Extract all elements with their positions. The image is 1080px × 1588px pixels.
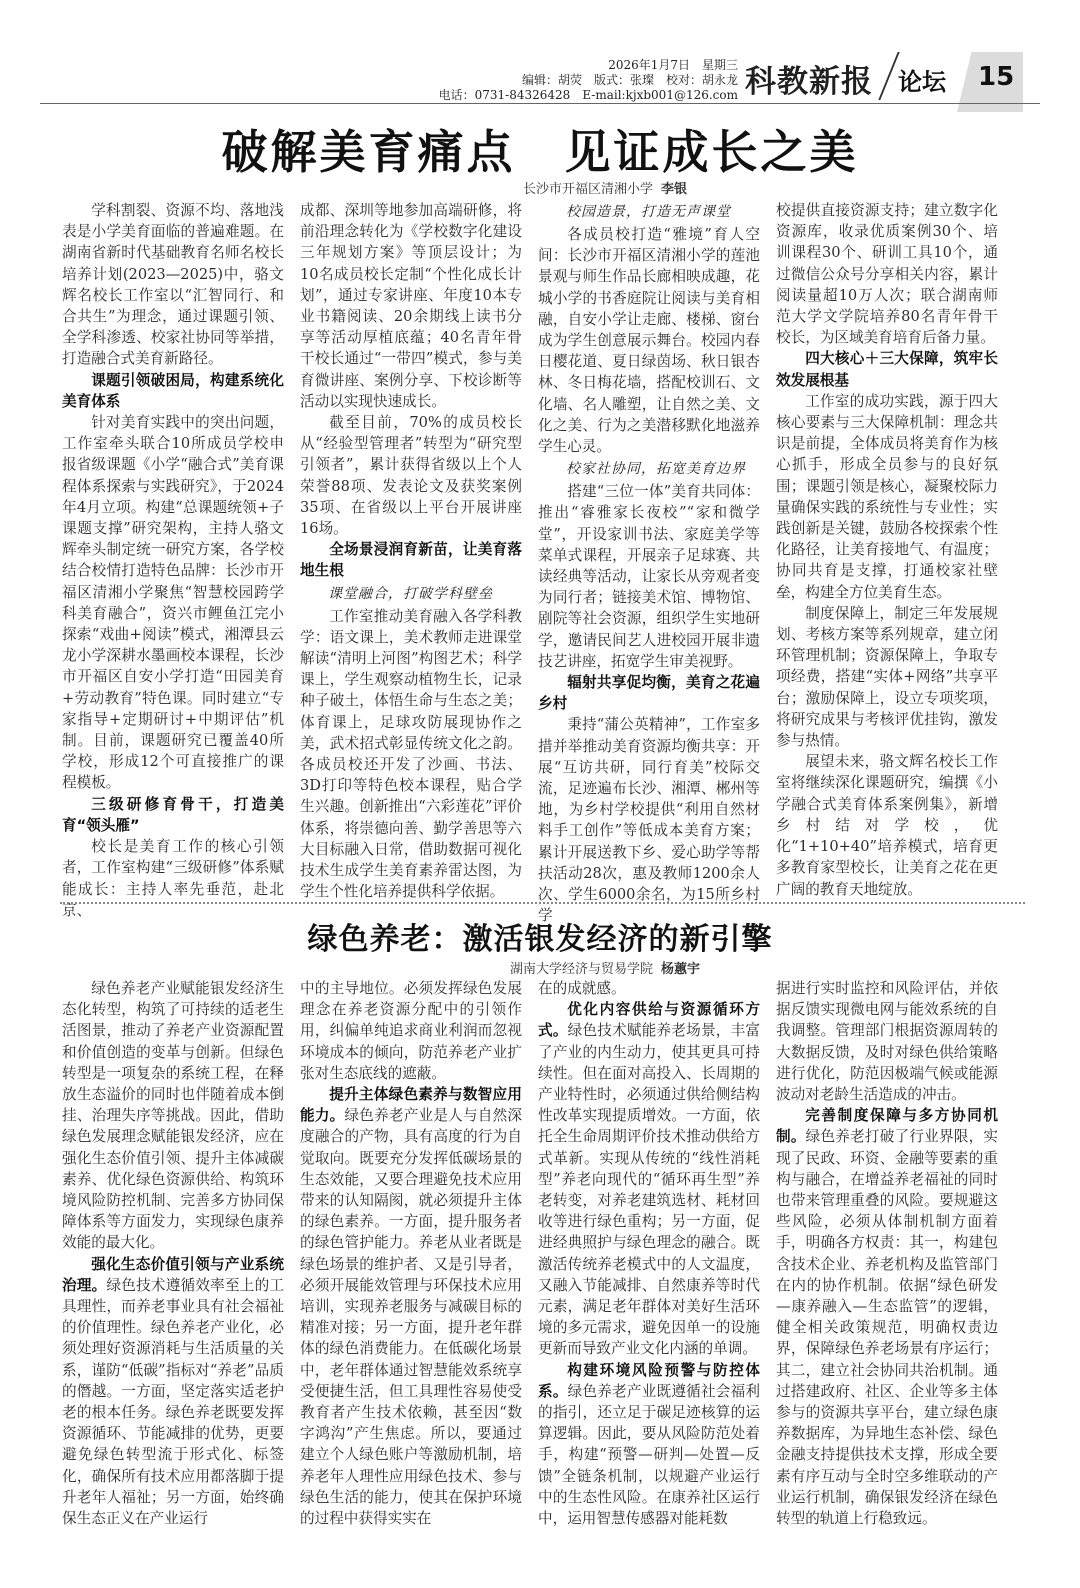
paragraph: 针对美育实践中的突出问题，工作室牵头联合10所成员学校申报省级课题《小学“融合式”美育课程体系探索与实践研究》，于2024年4月立项。构建“总课题统领+子课题支撑”研究架构，主持人骆文辉牵头制定统一研究方案，各学校结合校情打造特色品牌：长沙市开福区清湘小学聚焦“智慧校园跨学科美育融合”，资兴市鲤鱼江完小探索“戏曲+阅读”模式，湘潭县云龙小学深耕水墨画校本课程，长沙市开福区自安小学打造“田园美育+劳动教育”特色课。同时建立“专家指导+定期研讨+中期评估”机制。目前，课题研究已覆盖40所学校，形成12个可直接推广的课程模板。 [62, 414, 284, 792]
byline-org: 长沙市开福区清湘小学 [522, 182, 653, 197]
article-1-title: 破解美育痛点 见证成长之美 [221, 125, 859, 179]
sub-heading: 校家社协同，拓宽美育边界 [566, 461, 746, 478]
byline-author: 李银 [661, 182, 688, 197]
paragraph-body: 绿色技术遵循效率至上的工具理性，而养老事业具有社会福祉的价值理性。绿色养老产业化，必须处理好资源消耗与生活质量的关系，谨防“低碳”指标对“养老”品质的僭越。一方面，坚定落实适老护老的根本任务。绿色养老既要发挥资源循环、节能减排的优势，更要避免绿色转型流于形式化、标签化，确保所有技术应用都落脚于提升老年人福祉；另一方面，始终确保生态正义在产业运行 [62, 1276, 284, 1528]
section-heading: 课题引领破困局，构建系统化美育体系 [62, 371, 284, 410]
paragraph: 在的成就感。 [538, 980, 626, 997]
paragraph: 学科割裂、资源不均、落地浅表是小学美育面临的普遍难题。在湖南省新时代基础教育名师名校长培养计划(2023—2025)中，骆文辉名校长工作室以“汇智同行、和合共生”为理念，通过课题引领、全学科渗透、校家社协同等举措，打造融合式美育新路径。 [62, 202, 284, 368]
paragraph: 工作室推动美育融入各学科教学：语文课上，美术教师走进课堂解读“清明上河图”构图艺术；科学课上，学生观察动植物生长，记录种子破土，体悟生命与生态之美；体育课上，足球攻防展现协作之美，武术招式彰显传统文化之韵。各成员校还开发了沙画、书法、3D打印等特色校本课程，贴合学生兴趣。创新推出“六彩莲花”评价体系，将崇德向善、勤学善思等六大目标融入日常，借助数据可视化技术生成学生美育素养雷达图，为学生个性化培养提供科学依据。 [300, 607, 522, 901]
paragraph-body: 绿色技术赋能养老场景，丰富了产业的内生动力，使其更具可持续性。但在面对高投入、长周期的产业特性时，必须通过供给侧结构性改革实现提质增效。一方面，依托全生命周期评价技术推动供给方式革新。实现从传统的“线性消耗型”养老向现代的“循环再生型”养老转变，对养老建筑选材、耗材回收等进行绿色重构；另一方面，促进经典照护与绿色理念的融合。既激活传统养老模式中的人文温度，又融入节能减排、自然康养等时代元素，满足老年群体对美好生活环境的多元需求，避免因单一的设施更新而导致产业文化内涵的单调。 [538, 1022, 760, 1358]
paragraph [538, 999, 760, 1359]
masthead-rule [40, 103, 1040, 104]
paragraph [300, 1084, 522, 1529]
paragraph: 校提供直接资源支持；建立数字化资源库，收录优质案例30个、培训课程30个、研训工具10个，通过微信公众号分享相关内容，累计阅读量超10万人次；联合湖南师范大学文学院培养80名青年骨干校长，为区域美育培育后备力量。 [776, 202, 998, 347]
paragraph: 截至目前，70%的成员校长从“经验型管理者”转型为“研究型引领者”，累计获得省级以上个人荣誉88项、发表论文及获奖案例35项、在省级以上平台开展讲座16场。 [300, 414, 522, 538]
slash-divider-icon [878, 52, 899, 100]
article-2-column-2 [300, 978, 522, 1529]
paragraph: 据进行实时监控和风险评估，并依据反馈实现微电网与能效系统的自我调整。管理部门根据资源周转的大数据反馈，及时对绿色供给策略进行优化，防范因极端气候或能源波动对老龄生活造成的冲击。 [776, 980, 998, 1104]
article-divider [60, 902, 1025, 904]
paragraph: 成都、深圳等地参加高端研修，将前沿理念转化为《学校数字化建设三年规划方案》等顶层设计；为10名成员校长定制“个性化成长计划”，通过专家讲座、年度10本专业书籍阅读、20余期线上读书分享等活动厚植底蕴；40名青年骨干校长通过“一带四”模式，参与美育微讲座、案例分享、下校诊断等活动以实现快速成长。 [300, 202, 522, 410]
sub-heading: 校园造景，打造无声课堂 [566, 204, 731, 220]
paragraph: 展望未来，骆文辉名校长工作室将继续深化课题研究，编撰《小学融合式美育体系案例集》，新增乡村结对学校，优化“1+10+40”培养模式，培育更多教育家型校长，让美育之花在更广阔的教育天地绽放。 [776, 753, 998, 898]
paragraph: 各成员校打造“雅境”育人空间：长沙市开福区清湘小学的莲池景观与师生作品长廊相映成趣，花城小学的书香庭院让阅读与美育相融，自安小学让走廊、楼梯、窗台成为学生创意展示舞台。校园内春日樱花道、夏日绿茵场、秋日银杏林、冬日梅花墙，搭配校训石、文化墙、名人雕塑，让自然之美、文化之美、行为之美潜移默化地滋养学生心灵。 [538, 226, 760, 456]
section-heading: 全场景浸润育新苗，让美育落地生根 [300, 541, 522, 580]
paragraph: 校长是美育工作的核心引领者，工作室构建“三级研修”体系赋能成长：主持人率先垂范，赴北京、 [62, 838, 284, 919]
lead-heading: 强化生态价值引领与产业系统治理。 [62, 1255, 284, 1294]
issue-date: 2026年1月7日 星期三 [608, 58, 738, 72]
paragraph: 中的主导地位。必须发挥绿色发展理念在养老资源分配中的引领作用，纠偏单纯追求商业利润而忽视环境成本的倾向，防范养老产业扩张对生态底线的遮蔽。 [300, 980, 522, 1082]
section-heading: 辐射共享促均衡，美育之花遍乡村 [538, 674, 760, 713]
paragraph: 绿色养老产业赋能银发经济生态化转型，构筑了可持续的适老生活图景，推动了养老产业资源配置和价值创造的变革与创新。但绿色转型是一项复杂的系统工程，在释放生态溢价的同时也伴随着成本倒挂、治理失序等挑战。因此，借助绿色发展理念赋能银发经济，应在强化生态价值引领、提升主体减碳素养、优化绿色资源供给、构筑环境风险防控机制、完善多方协同保障体系等方面发力，实现绿色康养效能的最大化。 [62, 980, 284, 1252]
article-1-byline [0, 178, 1080, 197]
masthead [0, 0, 1080, 110]
article-2-column-4 [776, 978, 998, 1529]
paragraph [538, 1360, 760, 1530]
paragraph: 制度保障上，制定三年发展规划、考核方案等系列规章，建立闭环管理机制；资源保障上，争取专项经费，搭建“实体+网络”共享平台；激励保障上，设立专项奖项，将研究成果与考核评优挂钩，激发参与热情。 [776, 604, 998, 750]
lead-heading: 优化内容供给与资源循环方式。 [538, 1001, 760, 1040]
lead-heading: 构建环境风险预警与防控体系。 [538, 1361, 760, 1400]
article-2-column-3 [538, 978, 760, 1529]
paragraph: 工作室的成功实践，源于四大核心要素与三大保障机制：理念共识是前提，全体成员将美育作为核心抓手，形成全员参与的良好氛围；课题引领是核心，凝聚校际力量确保实践的系统性与专业性；实践创新是关键，鼓励各校探索个性化路径，让美育接地气、有温度；协同共育是支撑，打通校家社壁垒，构建全方位美育生态。 [776, 392, 998, 601]
page-number: 15 [978, 62, 1015, 92]
paper-name-logo: 科教新报 [745, 64, 873, 100]
article-2-byline [0, 958, 1080, 977]
byline-author: 杨蕙宇 [661, 962, 701, 977]
paragraph [776, 1105, 998, 1529]
paragraph-body: 绿色养老产业既遵循社会福利的指引，还立足于碳足迹核算的运算逻辑。因此，要从风险防范处着手，构建“预警—研判—处置—反馈”全链条机制，以规避产业运行中的生态性风险。在康养社区运行中，运用智慧传感器对能耗数 [538, 1382, 760, 1528]
section-heading: 三级研修育骨干，打造美育“领头雁” [62, 795, 284, 834]
article-2-column-1 [62, 978, 284, 1529]
contact-info: 电话：0731-84326428 E-mail:kjxb001@126.com [438, 88, 738, 102]
sub-heading: 课堂融合，打破学科壁垒 [328, 585, 493, 602]
staff-credits: 编辑：胡荧 版式：张璨 校对：胡永龙 [521, 73, 738, 87]
article-2-title: 绿色养老：激活银发经济的新引擎 [307, 922, 773, 957]
section-heading: 四大核心＋三大保障，筑牢长效发展根基 [776, 350, 998, 389]
lead-heading: 提升主体绿色素养与数智应用能力。 [300, 1086, 522, 1125]
masthead-meta [439, 58, 738, 103]
paragraph [62, 1254, 284, 1530]
article-1-column-1 [62, 200, 284, 921]
lead-heading: 完善制度保障与多方协同机制。 [776, 1107, 998, 1146]
paragraph: 搭建“三位一体”美育共同体：推出“睿雅家长夜校”“家和微学堂”，开设家训书法、家庭美学等菜单式课程，开展亲子足球赛、共读经典等活动，让家长从旁观者变为同行者；链接美术馆、博物馆、剧院等社会资源，组织学生实地研学，邀请民间艺人进校园开展非遗技艺讲座，拓宽学生审美视野。 [538, 483, 760, 670]
article-1-column-4 [776, 200, 998, 900]
byline-org: 湖南大学经济与贸易学院 [509, 962, 653, 977]
article-1-column-2 [300, 200, 522, 903]
paragraph-body: 绿色养老打破了行业界限，实现了民政、环资、金融等要素的重构与融合，在增益养老福祉的同时也带来管理重叠的风险。要规避这些风险，必须从体制机制方面着手，明确各方权责：其一，构建包含技术企业、养老机构及监管部门在内的协作机制。依据“绿色研发—康养融入—生态监管”的逻辑，健全相关政策规范，明确权责边界，保障绿色养老场景有序运行；其二，建立社会协同共治机制。通过搭建政府、社区、企业等多主体参与的资源共享平台，建立绿色康养数据库，为异地生态补偿、绿色金融支持提供技术支撑，形成全要素有序互动与全时空多维联动的产业运行机制，确保银发经济在绿色转型的轨道上行稳致远。 [776, 1128, 998, 1528]
article-1-column-3 [538, 200, 760, 927]
section-name: 论坛 [898, 68, 946, 96]
paragraph-body: 绿色养老产业是人与自然深度融合的产物，具有高度的行为自觉取向。既要充分发挥低碳场景的生态效能，又要合理避免技术应用带来的认知隔阂，就必须提升主体的绿色素养。一方面，提升服务者的绿色管护能力。养老从业者既是绿色场景的维护者、又是引导者，必须开展能效管理与环保技术应用培训，实现养老服务与减碳目标的精准对接；另一方面，提升老年群体的绿色消费能力。在低碳化场景中，老年群体通过智慧能效系统享受便捷生活，但工具理性容易使受教育者产生技术依赖，甚至因“数字鸿沟”产生焦虑。所以，要通过建立个人绿色账户等激励机制，培养老年人理性应用绿色技术、参与绿色生活的能力，使其在保护环境的过程中获得实实在 [300, 1107, 522, 1528]
paragraph: 秉持“蒲公英精神”，工作室多措并举推动美育资源均衡共享：开展“互访共研，同行育美”校际交流，足迹遍布长沙、湘潭、郴州等地，为乡村学校提供“利用自然材料手工创作”等低成本美育方案；累计开展送教下乡、爱心助学等帮扶活动28次，惠及教师1200余人次、学生6000余名，为15所乡村学 [538, 716, 760, 925]
